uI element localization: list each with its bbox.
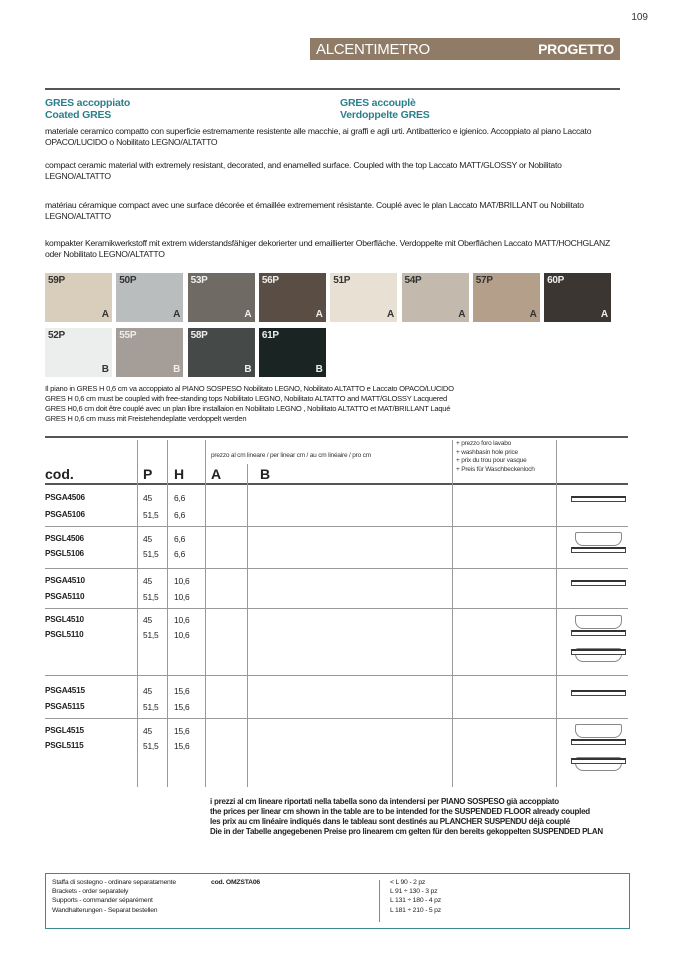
cell-code: PSGA5110 [45, 592, 85, 601]
cell-code: PSGA4510 [45, 576, 85, 585]
cell-p: 45 [143, 686, 152, 696]
cell-code: PSGA5106 [45, 510, 85, 519]
swatch-code: 50P [119, 275, 137, 286]
swatch-57P [473, 273, 540, 322]
cell-p: 45 [143, 534, 152, 544]
row-divider [45, 675, 628, 676]
divider [45, 88, 620, 90]
col-b: B [260, 466, 271, 482]
cell-h: 6,6 [174, 493, 186, 503]
cell-code: PSGA4515 [45, 686, 85, 695]
cell-h: 6,6 [174, 510, 186, 520]
heading-right [340, 97, 430, 121]
cell-h: 6,6 [174, 549, 186, 559]
col-h: H [174, 466, 185, 482]
page-number: 109 [631, 12, 648, 23]
swatch-code: 51P [333, 275, 351, 286]
heading-fr: GRES accouplè [340, 97, 416, 109]
col-p: P [143, 466, 153, 482]
cell-p: 45 [143, 615, 152, 625]
swatch-code: 54P [404, 275, 422, 286]
price-disclaimer [210, 797, 603, 837]
swatch-group: B [173, 364, 181, 375]
bracket-label: Staffa di sostegno - ordinare separatamente [52, 879, 176, 886]
swatch-56P [259, 273, 326, 322]
swatch-code: 61P [261, 330, 279, 341]
heading-left [45, 97, 130, 121]
hole-price-line: + Preis für Waschbeckenloch [456, 465, 535, 473]
cell-p: 45 [143, 493, 152, 503]
swatch-59P [45, 273, 112, 322]
price-table [45, 436, 628, 787]
cell-h: 10,6 [174, 630, 190, 640]
bracket-quantities [390, 878, 441, 915]
bracket-label: Brackets - order separately [52, 888, 129, 896]
hole-price-line: + prix du trou pour vasque [456, 457, 527, 464]
cell-h: 10,6 [174, 576, 190, 586]
cell-p: 51,5 [143, 630, 159, 640]
swatch-51P [330, 273, 397, 322]
cell-code: PSGL4510 [45, 615, 84, 624]
swatch-code: 58P [190, 330, 208, 341]
swatch-54P [402, 273, 469, 322]
swatch-code: 56P [261, 275, 279, 286]
row-divider [45, 718, 628, 719]
table-header-rule [45, 483, 628, 485]
row-divider [45, 526, 628, 527]
swatch-61P [259, 328, 326, 377]
swatch-code: 60P [547, 275, 564, 286]
coupling-notes [45, 384, 454, 424]
cell-h: 15,6 [174, 686, 190, 696]
hole-price-line: + washbasin hole price [456, 448, 518, 456]
cell-code: PSGL4515 [45, 726, 84, 735]
note-line: Il piano in GRES H 0,6 cm va accoppiato al PIANO SOSPESO Nobilitato LEGNO, Nobilitato ALTATTO e Laccato OPACO/LUCIDO [45, 384, 454, 393]
cell-p: 51,5 [143, 741, 159, 751]
cell-code: PSGA5115 [45, 702, 85, 711]
cell-h: 6,6 [174, 534, 186, 544]
swatch-code: 57P [475, 275, 493, 286]
price-per-cm-note: prezzo al cm lineare / per linear cm / au cm linéaire / pro cm [211, 452, 371, 459]
cell-code: PSGL5115 [45, 741, 84, 750]
swatch-group: B [244, 364, 252, 375]
paragraph-fr: matériau céramique compact avec une surface décorée et émaillée extremement résistante. Couplé avec le plan Laccato MAT/BRILLANT ou Nobilitato LEGNO/ALTATTO [45, 200, 584, 221]
heading-de: Verdoppelte GRES [340, 109, 430, 121]
header-title: ALCENTIMETRO [316, 40, 430, 58]
section-header [310, 38, 620, 60]
quantity-line: L 181 ÷ 210 - 5 pz [390, 906, 441, 914]
bracket-label: Supports - commander séparément [52, 897, 153, 905]
brackets-box [45, 873, 630, 929]
swatch-group: A [386, 309, 395, 320]
swatch-55P [116, 328, 183, 377]
swatch-50P [116, 273, 183, 322]
bracket-label: Wandhalterungen - Separat bestellen [52, 906, 158, 914]
swatch-group: A [529, 309, 537, 320]
divider [379, 880, 380, 922]
cell-h: 15,6 [174, 726, 190, 736]
swatch-group: A [458, 309, 466, 320]
swatch-60P [544, 273, 611, 322]
cell-h: 15,6 [174, 741, 190, 751]
col-a: A [211, 466, 222, 482]
cell-code: PSGL5110 [45, 630, 84, 639]
cell-h: 10,6 [174, 592, 190, 602]
hole-price-line: + prezzo foro lavabo [456, 440, 512, 447]
swatch-group: A [600, 309, 609, 320]
disclaimer-line: les prix au cm linéaire indiqués dans le tableau sont destinés au PLANCHER SUSPENDU déjà couplé [210, 817, 570, 826]
cell-h: 10,6 [174, 615, 190, 625]
cell-h: 15,6 [174, 702, 190, 712]
note-line: GRES H0,6 cm doit être couplé avec un plan libre installaion en Nobilitato LEGNO , Nobilitato ALTATTO et MAT/BRILLANT Laqué [45, 404, 451, 413]
swatch-53P [188, 273, 255, 322]
disclaimer-line: Die in der Tabelle angegebenen Preise pro linearem cm gelten für den bereits gekoppelten SUSPENDED PLAN [210, 827, 603, 836]
heading-en: Coated GRES [45, 109, 112, 121]
disclaimer-line: the prices per linear cm shown in the table are to be intended for the SUSPENDED FLOOR already coupled [210, 807, 590, 816]
swatch-52P [45, 328, 112, 377]
cell-code: PSGL5106 [45, 549, 84, 558]
quantity-line: L 131 ÷ 180 - 4 pz [390, 897, 441, 905]
bracket-labels [52, 878, 176, 915]
cell-p: 51,5 [143, 510, 159, 520]
note-line: GRES H 0,6 cm muss mit Freistehendeplatte verdoppelt werden [45, 414, 247, 423]
cell-code: PSGA4506 [45, 493, 85, 502]
paragraph-it: materiale ceramico compatto con superficie estremamente resistente alle macchie, ai graffi e agli urti. Antibatterico e igienico. Accoppiato al piano Laccato OPACO/LUCIDO o Nobilitato LEGNO/ALTATTO [45, 126, 592, 147]
bracket-code: cod. OMZSTA06 [211, 879, 261, 886]
quantity-line: < L 90 - 2 pz [390, 879, 426, 886]
col-cod: cod. [45, 466, 74, 482]
swatch-group: B [315, 364, 323, 375]
swatch-group: A [101, 309, 109, 320]
swatch-code: 53P [190, 275, 208, 286]
hole-price-header [456, 440, 535, 474]
swatch-group: B [101, 364, 109, 375]
paragraph-en: compact ceramic material with extremely resistant, decorated, and enamelled surface. Coupled with the top Laccato MATT/GLOSSY or Nobilitato LEGNO/ALTATTO [45, 160, 562, 181]
swatch-group: A [173, 309, 181, 320]
cell-code: PSGL4506 [45, 534, 84, 543]
cell-p: 45 [143, 726, 152, 736]
swatch-code: 59P [48, 275, 65, 286]
swatch-group: A [315, 309, 323, 320]
cell-p: 51,5 [143, 549, 159, 559]
cell-p: 45 [143, 576, 152, 586]
swatch-group: A [244, 309, 252, 320]
heading-it: GRES accoppiato [45, 97, 131, 109]
cell-p: 51,5 [143, 592, 159, 602]
paragraph-de: kompakter Keramikwerkstoff mit extrem widerstandsfähiger dekorierter und emaillierter Oberfläche. Verdoppelte mit Oberflächen Laccato MATT/HOCHGLANZ oder Nobilitato LEGNO/ALTATTO [45, 238, 610, 259]
note-line: GRES H 0,6 cm must be coupled with free-standing tops Nobilitato LEGNO, Nobilitato ALTATTO and MATT/GLOSSY Lacquered [45, 394, 447, 403]
swatch-58P [188, 328, 255, 377]
swatch-code: 52P [48, 330, 65, 341]
quantity-line: L 91 ÷ 130 - 3 pz [390, 888, 438, 896]
swatch-code: 55P [119, 330, 137, 341]
disclaimer-line: i prezzi al cm lineare riportati nella tabella sono da intendersi per PIANO SOSPESO già accoppiato [210, 797, 559, 806]
header-category: PROGETTO [538, 41, 614, 57]
table-top-rule [45, 436, 628, 438]
cell-p: 51,5 [143, 702, 159, 712]
row-divider [45, 608, 628, 609]
row-divider [45, 568, 628, 569]
